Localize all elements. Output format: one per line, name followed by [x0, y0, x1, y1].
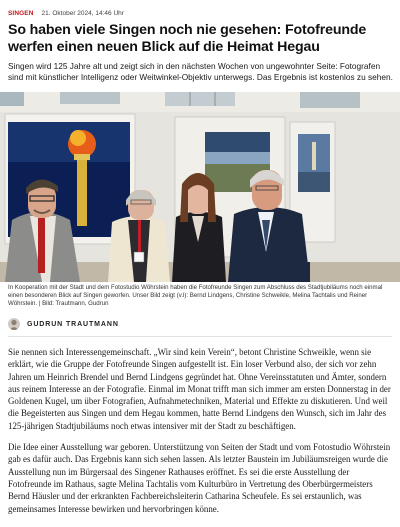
article-meta [8, 10, 124, 17]
author-avatar [8, 318, 20, 330]
author-name[interactable]: GUDRUN TRAUTMANN [27, 320, 119, 328]
publish-date: 21. Oktober 2024, 14:46 Uhr [41, 10, 124, 17]
author-byline[interactable] [8, 318, 119, 330]
divider [8, 336, 392, 337]
category-kicker[interactable]: SINGEN [8, 10, 34, 17]
article-teaser: Singen wird 125 Jahre alt und zeigt sich in den nächsten Wochen von ungewohnter Seite: Fotografen sind mit künstlicher Intelligenz oder Weitwinkel-Objektiv unterwegs. Das Ergebnis ist kostenlos zu sehen. [8, 61, 393, 82]
article-headline: So haben viele Singen noch nie gesehen: Fotofreunde werfen einen neuen Blick auf die Heimat Hegau [8, 22, 367, 55]
body-paragraph-1: Sie nennen sich Interessengemeinschaft. „Wir sind kein Verein“, betont Christine Schweikle, wenn sie erklärt, wie die Gruppe der Fotofreunde Singen aufgestellt ist. Ein loser Verbund also, der sich vor zehn Jahren um Heinrich Brendel und Bernd Lindgens gegründet hat. Ohne Vereinsstatuten und Ämter, sondern aus reinem Interesse an der Fotografie. Einmal im Monat trifft man sich immer am ersten Donnerstag in der Goldenen Kugel, um über Fotografien, Aufnahmetechniken, Material und Effekte zu diskutieren. Und weil die Begeisterten aus Singen und dem Hegau kommen, hatte Bernd Lindgens den Wunsch, sich im Jahr des 125-jährigen Stadtjubiläums noch etwas intensiver mit der Stadt zu beschäftigen. [8, 347, 391, 431]
article-body [8, 346, 394, 524]
photo-caption: In Kooperation mit der Stadt und dem Fotostudio Wöhrstein haben die Fotofreunde Singen zum Abschluss des Stadtjubiläums noch einmal einen besonderen Blick auf Singen geworfen. Unser Bild zeigt (v.l): Bernd Lindgens, Christine Schweikle, Melina Tachtalis und Reiner Wöhrstein. | Bild: Trautmann, Gudrun [8, 284, 383, 307]
avatar-icon [8, 318, 20, 330]
article-photo[interactable] [0, 92, 400, 282]
group-photo-image [0, 92, 400, 282]
body-paragraph-2: Die Idee einer Ausstellung war geboren. Unterstützung von Seiten der Stadt und vom Fotostudio Wöhrstein gab es dafür auch. Das Ergebnis kann sich sehen lassen. Als letzter Baustein im Jubiläumsreigen wurde die Ausstellung nun im Bürgersaal des Singener Rathauses eröffnet. Es sei die erste Ausstellung der Fotofreunde im Rathaus, sagte Melina Tachtalis vom Kulturbüro in Vertretung des Oberbürgermeisters Bernd Häusler und der erkrankten Fachbereichsleiterin Catharina Scheufele. Es sei erstaunlich, was gemeinsames Interesse bewirken und hervorbringen könne. [8, 442, 391, 514]
